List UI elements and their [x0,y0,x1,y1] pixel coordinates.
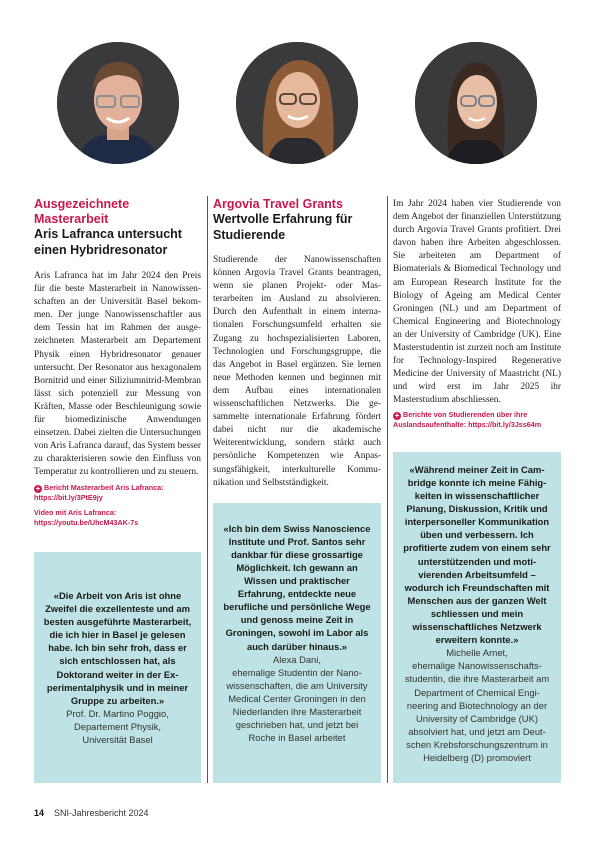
person-photo-icon [415,42,537,164]
quote-box-arnet [393,452,561,783]
portrait-alexa-dani [236,42,358,164]
publication-title: SNI-Jahresbericht 2024 [54,808,149,818]
section-kicker: Argovia Travel Grants [213,197,343,211]
plus-icon: + [394,410,400,420]
link-url[interactable]: https://youtu.be/UhcM43AK-7s [34,517,139,527]
link-label: Bericht Masterarbeit Aris Lafranca: [44,482,164,492]
column-divider [207,196,208,783]
quote-text: «Während meiner Zeit in Cambridge konnte ich meine Fähigkeiten in wissenschaftlicher Planung, Diskussion, Kritik und interpersoneller Kommunikation üben und verbessern. Ich profitierte zudem von einem sehr unterstützenden und motivierenden Arbeitsumfeld – wodurch ich Freundschaften mit Menschen aus der ganzen Welt schliessen und mein wissenschaftliches Netzwerk erweitern konnte.» [403,463,551,646]
section-kicker: Ausgezeichnete Masterarbeit [34,197,130,226]
quote-role: ehemalige Studentin der Nanowissenschaften, die am University Medical Center Groningen in den Niederlanden ihre Masterarbeit geschrieben hat, und jetzt bei Roche in Basel arbeitet [226,666,368,744]
article-body: Im Jahr 2024 haben vier Studierende von dem Angebot der finanziellen Unterstützung durch Argovia Travel Grants profitiert. Drei davon haben ihre Arbeiten abgeschlossen. Sie arbeiteten am Department of Biomaterials & Biomedical Technology und am European Research Institute for the Biology of Ageing am Medical Center Groningen (NL) und am Department of Chemical Engineering and Biotechnology an der University of Cambridge (UK). Eine Masterstudentin ist zurzeit noch am Institute for Technology-Inspired Regenerative Medicine der University of Maastricht (NL) und wird erst im Jahr 2025 ihr Masterstudium abschliessen. [393,199,561,406]
quote-box-poggio [34,552,201,783]
quote-author: Michelle Arnet, [446,647,508,659]
quote-text: «Die Arbeit von Aris ist ohne Zweifel die exzellenteste und am besten ausgeführte Masterarbeit, die ich hier in Basel je gelesen habe. Ich bin sehr froh, dass er sich entschlossen hat, als Doktorand weiter in der Experimentalphysik und in meiner Gruppe zu arbeiten.» [43,589,192,706]
quote-box-dani [213,503,381,783]
person-photo-icon [57,42,179,164]
portrait-michelle-arnet [415,42,537,164]
portrait-aris-lafranca [57,42,179,164]
quote-role: Departement Physik, Universität Basel [73,720,162,745]
link-label: Video mit Aris Lafranca: [34,507,117,517]
column-divider [387,196,388,783]
article-travel-grants-continued [393,198,561,430]
link-url[interactable]: https://bit.ly/3Jss64m [468,419,542,429]
quote-author: Prof. Dr. Martino Poggio, [66,707,169,719]
page-number: 14 [34,808,45,818]
article-headline: Wertvolle Erfahrung für Studierende [213,212,353,242]
article-body: Studierende der Nanowissenschaften können Argovia Travel Grants beantragen, wenn sie planen Projekt- oder Masterarbeiten im Ausland zu absolvieren. Durch den Aufenthalt in einem internationalen Forschungsumfeld erhalten sie Zugang zu hochspezialisierten Laboren, Technologien und Forschungsgruppe, die das Angebot in Basel ergänzen. Sie lernen neue Methoden kennen und beginnen mit dem Aufbau eines internationalen wissenschaftlichen Netzwerks. Die gesammelte internationale Erfahrung fördert dabei nicht nur die akademische Weiterentwicklung, sondern stärkt auch persönliche Kompetenzen wie Anpassungsfähigkeit, interkulturelle Kommunikation und Selbstständigkeit. [213,255,381,488]
plus-icon: + [35,483,41,493]
video-link[interactable] [34,508,201,528]
quote-role: ehemalige Nanowissenschaftsstudentin, die ihre Masterarbeit am Department of Chemical Engineering and Biotechnology an der University of Cambridge (UK) absolviert hat, und jetzt am Deutschen Krebsforschungszentrum in Heidelberg (D) promoviert [404,660,550,763]
article-travel-grants [213,197,381,490]
quote-text: «Ich bin dem Swiss Nanoscience Institute und Prof. Santos sehr dankbar für diese grossartige Möglichkeit. Ich gewann an Wissen und praktischer Erfahrung, entdeckte neue berufliche und persönliche Wege und genoss meine Zeit in Groningen, sowohl im Labor als auch darüber hinaus.» [223,522,371,652]
report-link[interactable] [34,483,201,503]
reports-link[interactable] [393,410,561,430]
person-photo-icon [236,42,358,164]
article-body: Aris Lafranca hat im Jahr 2024 den Preis für die beste Masterarbeit in Nanowissenschaften an der Universität Basel bekommen. Der junge Nanowissenschaftler aus dem Tessin hat im Rahmen der ausgezeichneten Masterarbeit am Departement Physik einen Hybridresonator genauer untersucht. Der Resonator aus hexagonalem Bornitrid und einer Siliziumnitrid-Membran lässt sich potenziell zur Messung von Kräften, Masse oder Beschleunigung sowie für biomedizinische Anwendungen einsetzen. Dabei zielten die Untersuchungen von Aris Lafranca darauf, das System besser zu charakterisieren sowie den Einfluss von Temperatur zu kontrollieren und zu steuern. [34,271,201,478]
link-label: Berichte von Studierenden über ihre Auslandsaufenthalte: [393,409,528,429]
quote-author: Alexa Dani, [273,653,321,665]
article-master-thesis [34,197,201,528]
article-headline: Aris Lafranca untersucht einen Hybridresonator [34,227,182,257]
link-url[interactable]: https://bit.ly/3PtE9jy [34,492,103,502]
